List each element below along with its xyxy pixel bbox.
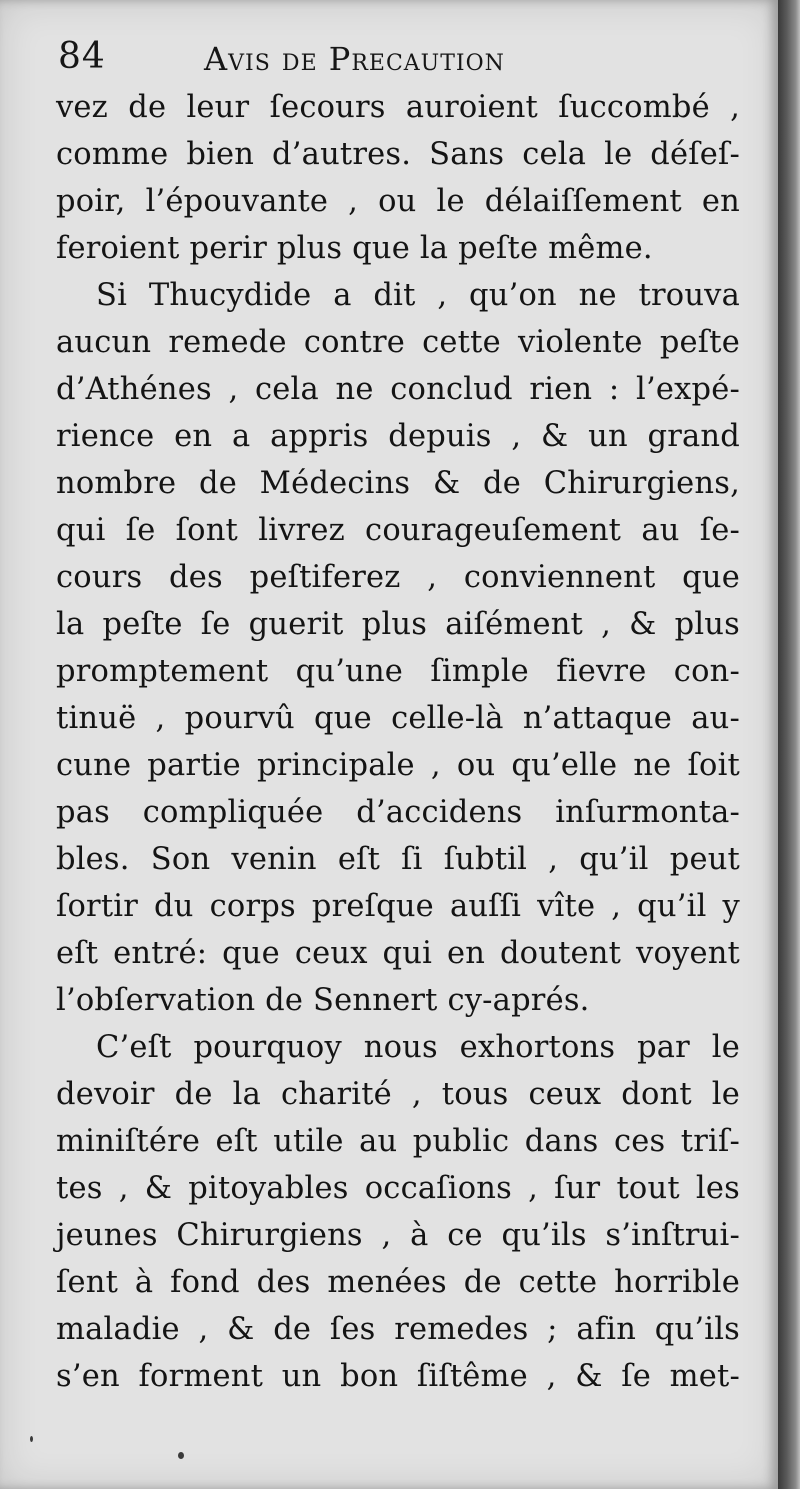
text-line: tes , & pitoyables occaſions , ſur tout les	[56, 1171, 740, 1206]
text-line: la peſte ſe guerit plus aiſément , & plus	[56, 607, 740, 642]
running-head: Avis de Precaution	[204, 40, 505, 78]
text-line: poir, l’épouvante , ou le délaiſſement en	[56, 184, 740, 219]
ink-speck	[30, 1436, 33, 1442]
text-line: aucun remede contre cette violente peſte	[56, 325, 740, 360]
text-line: devoir de la charité , tous ceux dont le	[56, 1077, 740, 1112]
text-line: pas compliquée d’accidens inſurmonta-	[56, 795, 740, 830]
text-line: promptement qu’une ſimple fievre con-	[56, 654, 740, 689]
text-line: qui ſe ſont livrez courageuſement au ſe-	[56, 513, 740, 548]
text-line: ſent à fond des menées de cette horrible	[56, 1265, 740, 1300]
text-line: ſortir du corps preſque auſſi vîte , qu’il y	[56, 889, 740, 924]
body-text	[56, 84, 740, 1400]
text-line: l’obſervation de Sennert cy-aprés.	[56, 983, 590, 1018]
paragraph-start-line: C’eſt pourquoy nous exhortons par le	[96, 1030, 740, 1065]
text-line: eſt entré: que ceux qui en doutent voyent	[56, 936, 740, 971]
text-line: nombre de Médecins & de Chirurgiens,	[56, 466, 740, 501]
text-line: feroient perir plus que la peſte même.	[56, 231, 653, 266]
text-line: cune partie principale , ou qu’elle ne ſoit	[56, 748, 740, 783]
text-line: bles. Son venin eſt ſi ſubtil , qu’il peut	[56, 842, 740, 877]
text-line: jeunes Chirurgiens , à ce qu’ils s’inſtrui-	[56, 1218, 740, 1253]
page-edge-shadow	[778, 0, 800, 1489]
text-line: rience en a appris depuis , & un grand	[56, 419, 740, 454]
text-line: s’en forment un bon ſiſtême , & ſe met-	[56, 1359, 740, 1394]
text-line: vez de leur ſecours auroient ſuccombé ,	[56, 90, 740, 125]
text-line: maladie , & de ſes remedes ; afin qu’ils	[56, 1312, 740, 1347]
text-line: miniſtére eſt utile au public dans ces triſ-	[56, 1124, 740, 1159]
text-line: cours des peſtiferez , conviennent que	[56, 560, 740, 595]
text-line: d’Athénes , cela ne conclud rien : l’expé-	[56, 372, 740, 407]
paragraph-start-line: Si Thucydide a dit , qu’on ne trouva	[96, 278, 740, 313]
text-line: comme bien d’autres. Sans cela le déſeſ-	[56, 137, 740, 172]
ink-speck	[178, 1452, 184, 1459]
text-line: tinuë , pourvû que celle-là n’attaque au-	[56, 701, 740, 736]
page-number: 84	[58, 36, 106, 77]
